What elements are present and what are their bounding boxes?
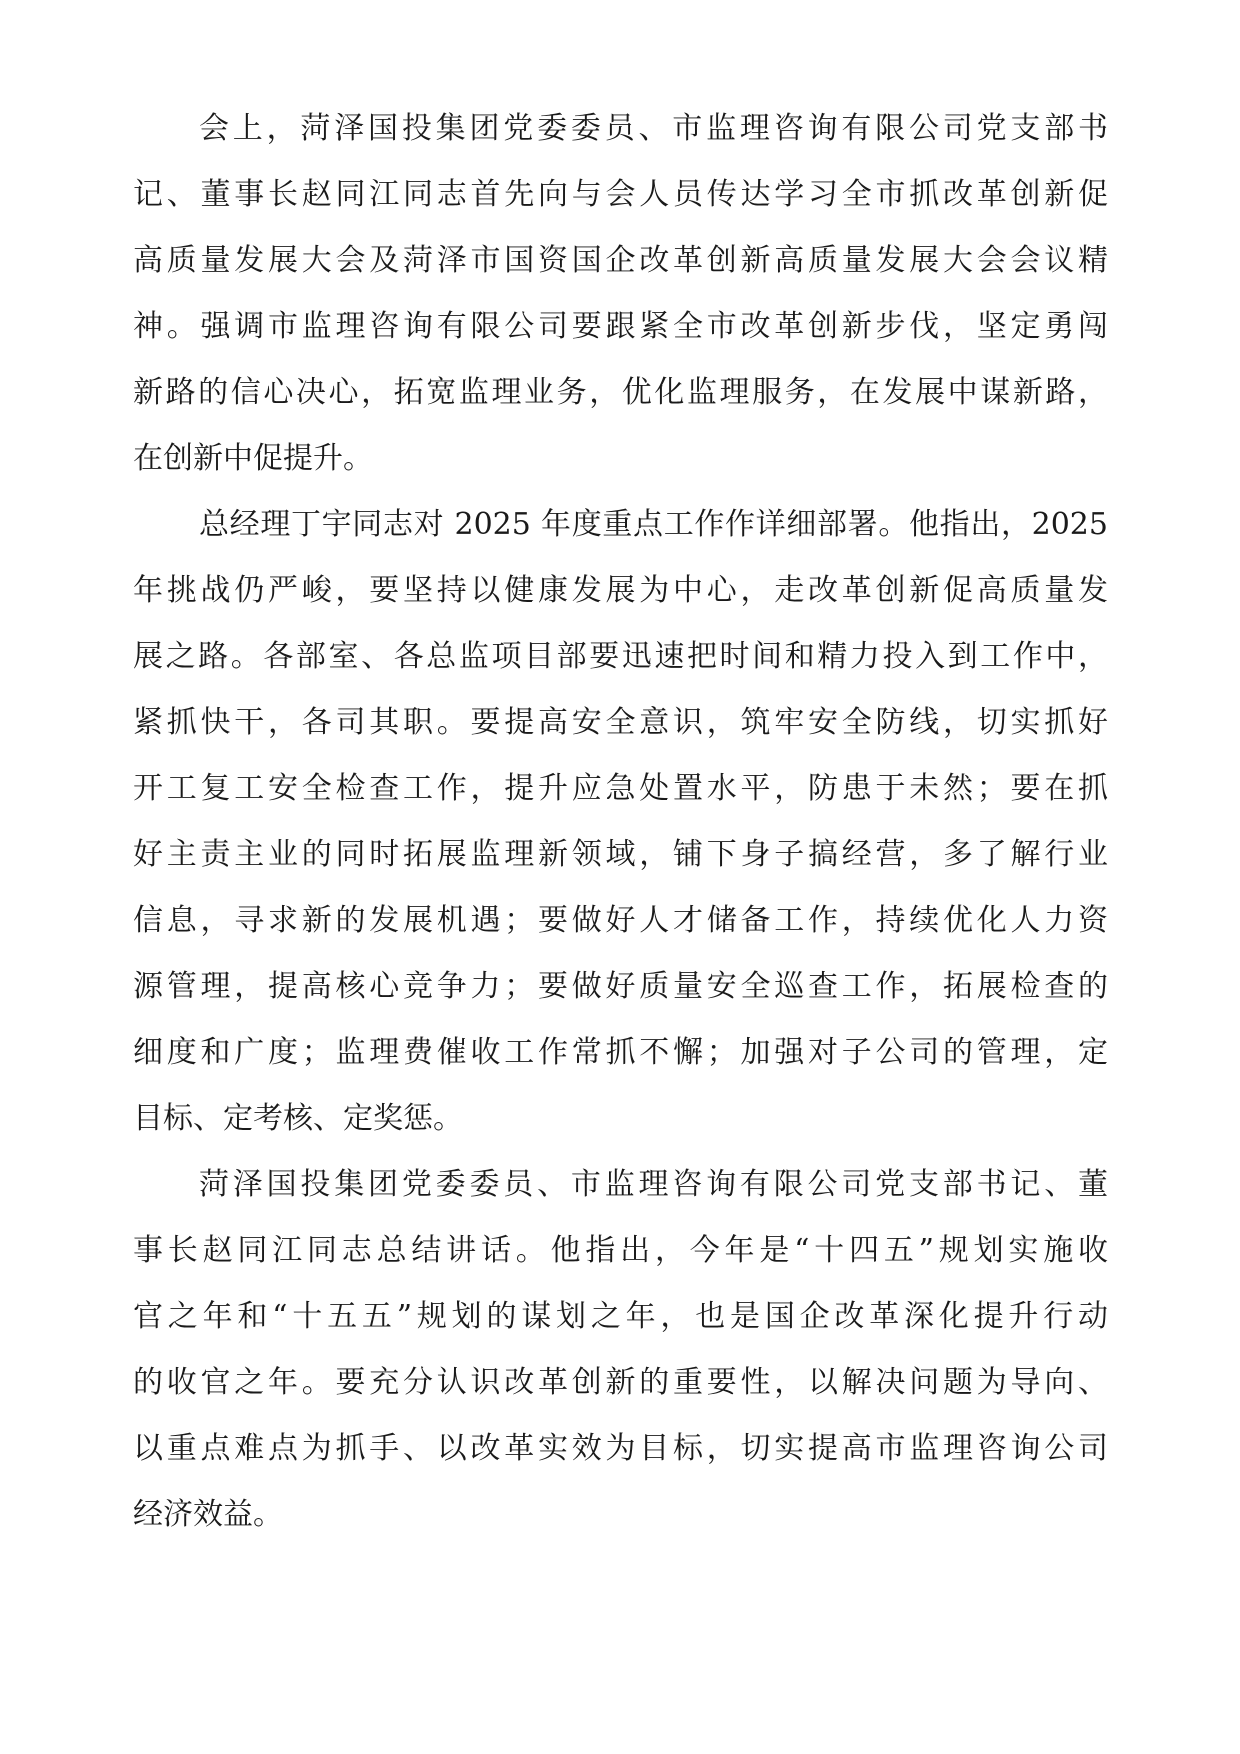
paragraph-line: 细度和广度；监理费催收工作常抓不懈；加强对子公司的管理，定: [133, 1035, 1108, 1070]
paragraph-line: 的收官之年。要充分认识改革创新的重要性，以解决问题为导向、: [133, 1365, 1108, 1400]
paragraph-line: 新路的信心决心，拓宽监理业务，优化监理服务，在发展中谋新路，: [133, 375, 1108, 410]
paragraph-line: 神。强调市监理咨询有限公司要跟紧全市改革创新步伐，坚定勇闯: [133, 309, 1108, 344]
paragraph-line: 紧抓快干，各司其职。要提高安全意识，筑牢安全防线，切实抓好: [133, 705, 1108, 740]
paragraph-meeting-intro: [133, 96, 1108, 492]
paragraph-line: 年挑战仍严峻，要坚持以健康发展为中心，走改革创新促高质量发: [133, 573, 1108, 608]
paragraph-line: 菏泽国投集团党委委员、市监理咨询有限公司党支部书记、董: [199, 1167, 1108, 1202]
paragraph-line: 高质量发展大会及菏泽市国资国企改革创新高质量发展大会会议精: [133, 243, 1108, 278]
paragraph-line: 信息，寻求新的发展机遇；要做好人才储备工作，持续优化人力资: [133, 903, 1108, 938]
paragraph-closing-speech: [133, 1152, 1108, 1548]
paragraph-line: 记、董事长赵同江同志首先向与会人员传达学习全市抓改革创新促: [133, 177, 1108, 212]
paragraph-line: 在创新中促提升。: [133, 441, 373, 476]
document-body: [133, 96, 1108, 1548]
paragraph-line: 总经理丁宇同志对 2025 年度重点工作作详细部署。他指出，2025: [199, 507, 1108, 542]
paragraph-line: 会上，菏泽国投集团党委委员、市监理咨询有限公司党支部书: [199, 111, 1108, 146]
paragraph-line: 事长赵同江同志总结讲话。他指出，今年是“十四五”规划实施收: [133, 1233, 1108, 1268]
paragraph-line: 源管理，提高核心竞争力；要做好质量安全巡查工作，拓展检查的: [133, 969, 1108, 1004]
paragraph-line: 以重点难点为抓手、以改革实效为目标，切实提高市监理咨询公司: [133, 1431, 1108, 1466]
paragraph-line: 开工复工安全检查工作，提升应急处置水平，防患于未然；要在抓: [133, 771, 1108, 806]
paragraph-line: 好主责主业的同时拓展监理新领域，铺下身子搞经营，多了解行业: [133, 837, 1108, 872]
paragraph-line: 官之年和“十五五”规划的谋划之年，也是国企改革深化提升行动: [133, 1299, 1108, 1334]
paragraph-line: 目标、定考核、定奖惩。: [133, 1101, 463, 1136]
paragraph-work-deployment: [133, 492, 1108, 1152]
paragraph-line: 展之路。各部室、各总监项目部要迅速把时间和精力投入到工作中，: [133, 639, 1108, 674]
paragraph-line: 经济效益。: [133, 1497, 283, 1532]
